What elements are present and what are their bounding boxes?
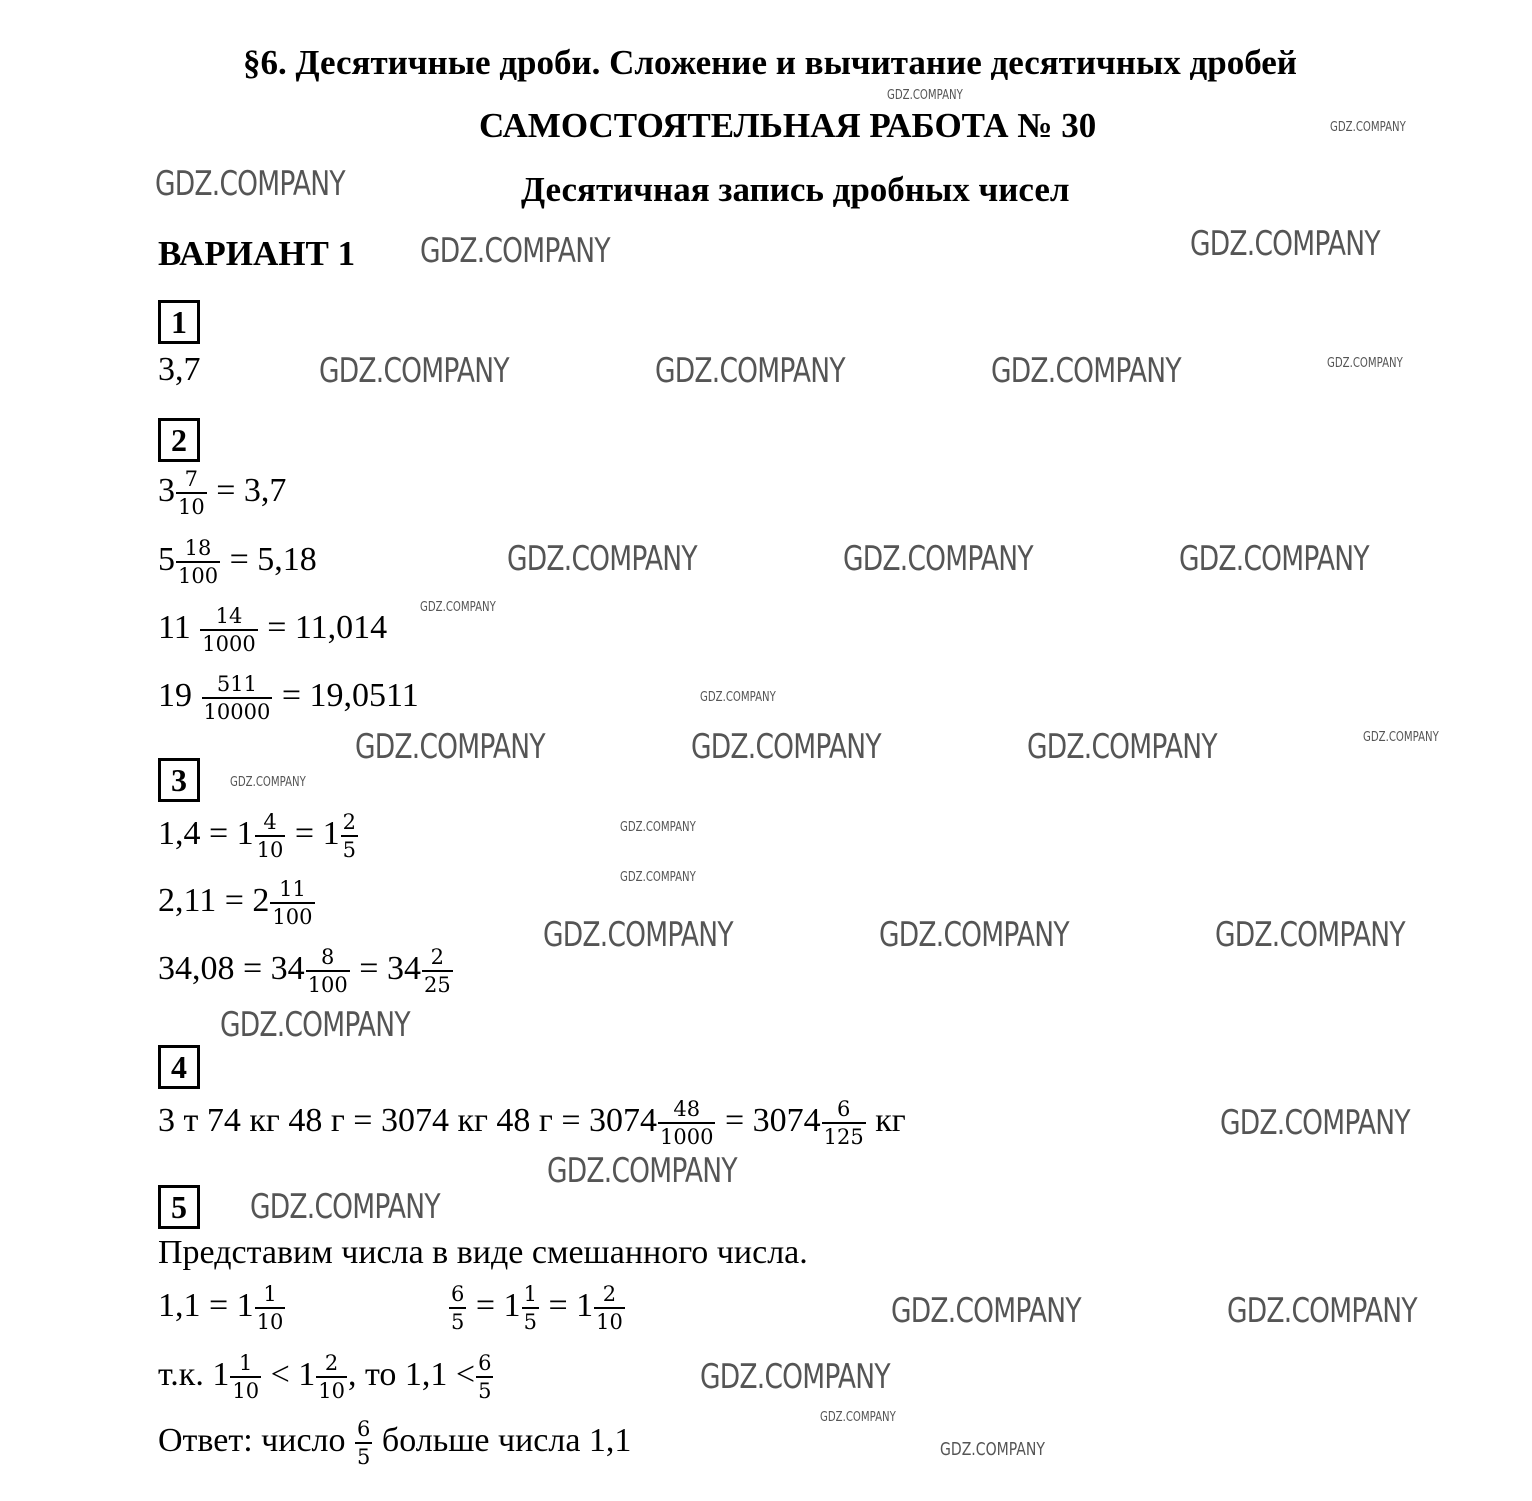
task3-line: 34,08 = 34 $\frac{8}{100}$ = 34 $\frac{2}{25}$: [158, 945, 451, 997]
task-number-1: 1: [158, 300, 200, 344]
watermark: GDZ.COMPANY: [887, 88, 963, 103]
watermark: GDZ.COMPANY: [700, 690, 776, 705]
watermark: GDZ.COMPANY: [543, 915, 733, 955]
watermark: GDZ.COMPANY: [891, 1291, 1081, 1331]
watermark: GDZ.COMPANY: [230, 775, 306, 790]
watermark: GDZ.COMPANY: [220, 1005, 410, 1045]
watermark: GDZ.COMPANY: [843, 539, 1033, 579]
task5-answer: Ответ: число $\frac{6}{5}$ больше числа 1,1: [158, 1417, 632, 1469]
watermark: GDZ.COMPANY: [620, 820, 696, 835]
task2-line: 11 $\frac{14}{1000}$ = 11,014: [158, 604, 388, 656]
task-number-3: 3: [158, 758, 200, 802]
watermark: GDZ.COMPANY: [879, 915, 1069, 955]
watermark: GDZ.COMPANY: [420, 600, 496, 615]
watermark: GDZ.COMPANY: [547, 1151, 737, 1191]
variant-title: ВАРИАНТ 1: [158, 234, 356, 273]
watermark: GDZ.COMPANY: [1027, 727, 1217, 767]
task3-line: 2,11 = 2 $\frac{11}{100}$: [158, 877, 313, 929]
work-title: САМОСТОЯТЕЛЬНАЯ РАБОТА № 30: [479, 106, 1097, 145]
watermark: GDZ.COMPANY: [1220, 1103, 1410, 1143]
watermark: GDZ.COMPANY: [700, 1357, 890, 1397]
watermark: GDZ.COMPANY: [691, 727, 881, 767]
task3-line: 1,4 = 1 $\frac{4}{10}$ = 1 $\frac{2}{5}$: [158, 810, 356, 862]
watermark: GDZ.COMPANY: [655, 351, 845, 391]
task2-line: 5 $\frac{18}{100}$ = 5,18: [158, 536, 317, 588]
watermark: GDZ.COMPANY: [319, 351, 509, 391]
watermark: GDZ.COMPANY: [1190, 224, 1380, 264]
watermark: GDZ.COMPANY: [1179, 539, 1369, 579]
watermark: GDZ.COMPANY: [991, 351, 1181, 391]
task1-answer: 3,7: [158, 351, 201, 388]
task2-line: 19 $\frac{511}{10000}$ = 19,0511: [158, 672, 419, 724]
watermark: GDZ.COMPANY: [250, 1187, 440, 1227]
watermark: GDZ.COMPANY: [355, 727, 545, 767]
watermark: GDZ.COMPANY: [1363, 730, 1439, 745]
watermark: GDZ.COMPANY: [620, 870, 696, 885]
task2-line: 3 $\frac{7}{10}$ = 3,7: [158, 467, 287, 519]
task-number-2: 2: [158, 418, 200, 462]
task4-line: 3 т 74 кг 48 г = 3074 кг 48 г = 3074 $\frac{48}{1000}$ = 3074 $\frac{6}{125}$ кг: [158, 1097, 906, 1149]
watermark: GDZ.COMPANY: [1215, 915, 1405, 955]
watermark: GDZ.COMPANY: [507, 539, 697, 579]
watermark: GDZ.COMPANY: [1227, 1291, 1417, 1331]
task5-comparison: т.к. 1 $\frac{1}{10}$ < 1 $\frac{2}{10}$ , то 1,1 < $\frac{6}{5}$: [158, 1351, 492, 1403]
task-number-4: 4: [158, 1045, 200, 1089]
task5-intro: Представим числа в виде смешанного числа.: [158, 1234, 808, 1271]
task-number-5: 5: [158, 1185, 200, 1229]
watermark: GDZ.COMPANY: [1330, 120, 1406, 135]
task5-line1: 1,1 = 1 $\frac{1}{10}$: [158, 1282, 284, 1334]
watermark: GDZ.COMPANY: [1327, 356, 1403, 371]
watermark: GDZ.COMPANY: [155, 164, 345, 204]
section-title: §6. Десятичные дроби. Сложение и вычитание десятичных дробей: [243, 43, 1297, 82]
task5-line2: $\frac{6}{5}$ = 1 $\frac{1}{5}$ = 1 $\frac{2}{10}$: [451, 1282, 623, 1334]
watermark: GDZ.COMPANY: [940, 1439, 1045, 1460]
watermark: GDZ.COMPANY: [820, 1410, 896, 1425]
topic-title: Десятичная запись дробных чисел: [521, 170, 1070, 209]
watermark: GDZ.COMPANY: [420, 231, 610, 271]
